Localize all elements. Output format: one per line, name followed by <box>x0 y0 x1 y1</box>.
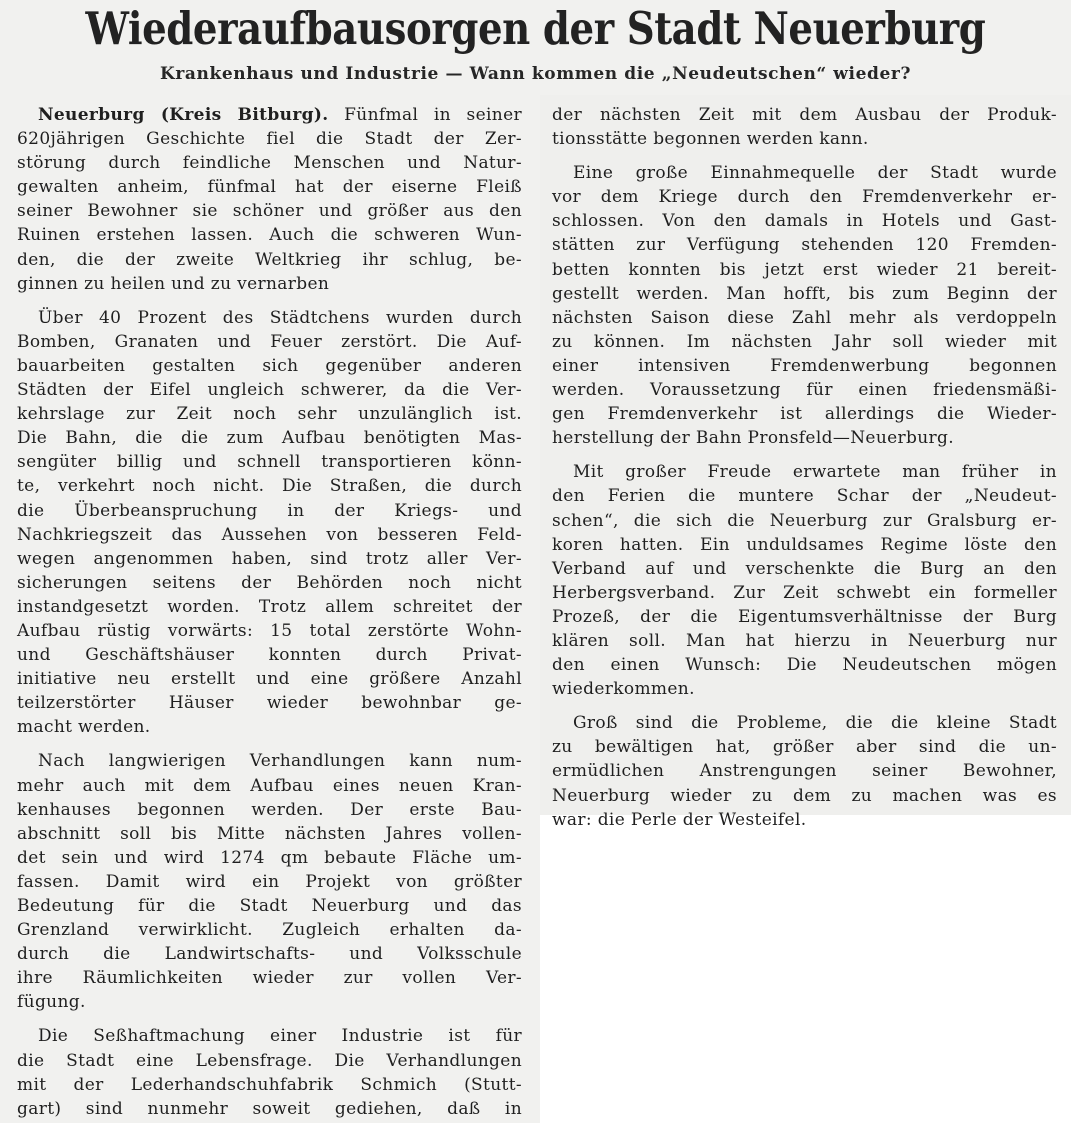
text-line: abschnitt soll bis Mitte nächsten Jahres vollen- <box>17 823 522 844</box>
text-line: Eine große Einnahmequelle der Stadt wurde <box>573 163 1057 184</box>
text-line: gen Fremdenverkehr ist allerdings die Wieder- <box>552 404 1057 425</box>
text-line: ginnen zu heilen und zu vernarben <box>17 273 330 294</box>
text-line: einer intensiven Fremdenwerbung begonnen <box>552 355 1057 376</box>
paragraph <box>552 711 1057 831</box>
paragraph <box>552 103 1057 151</box>
text-line: Herbergsverband. Zur Zeit schwebt ein formeller <box>552 582 1057 603</box>
text-line: kenhauses begonnen werden. Der erste Bau- <box>17 799 522 820</box>
text-line: kehrslage zur Zeit noch sehr unzulänglich ist. <box>17 404 522 425</box>
paragraph <box>552 161 1057 450</box>
text-line: die Überbeanspruchung in der Kriegs- und <box>17 500 522 521</box>
text-line: koren hatten. Ein unduldsames Regime löste den <box>552 534 1057 555</box>
text-line: wegen angenommen haben, sind trotz aller Ver- <box>17 548 522 569</box>
text-line: Ruinen erstehen lassen. Auch die schweren Wun- <box>17 225 522 246</box>
text-line: Nachkriegszeit das Aussehen von besseren Feld- <box>17 524 522 545</box>
text-line: den Ferien die muntere Schar der „Neudeut- <box>552 486 1057 507</box>
text-line: Die Bahn, die die zum Aufbau benötigten Mas- <box>17 428 522 449</box>
text-line: ermüdlichen Anstrengungen seiner Bewohner, <box>552 761 1057 782</box>
text-line: zu können. Im nächsten Jahr soll wieder mit <box>552 331 1057 352</box>
text-line: Mit großer Freude erwartete man früher in <box>573 462 1057 483</box>
text-line: mit der Lederhandschuhfabrik Schmich (Stutt- <box>17 1074 522 1095</box>
text-line: Aufbau rüstig vorwärts: 15 total zerstörte Wohn- <box>17 620 522 641</box>
left-column <box>17 103 522 1131</box>
text-line: macht werden. <box>17 717 151 738</box>
text-line: instandgesetzt worden. Trotz allem schreitet der <box>17 596 522 617</box>
text-line: Grenzland verwirklicht. Zugleich erhalten da- <box>17 920 522 941</box>
text-line: sicherungen seitens der Behörden noch nicht <box>17 572 522 593</box>
text-line: teilzerstörter Häuser wieder bewohnbar ge- <box>17 693 522 714</box>
text-line: betten konnten bis jetzt erst wieder 21 bereit- <box>552 259 1057 280</box>
headline: Wiederaufbausorgen der Stadt Neuerburg <box>85 2 986 55</box>
text-line: schen“, die sich die Neuerburg zur Gralsburg er- <box>552 510 1057 531</box>
text-line: ihre Räumlichkeiten wieder zur vollen Ver- <box>17 968 522 989</box>
text-line: Über 40 Prozent des Städtchens wurden durch <box>38 307 522 328</box>
text-line: sengüter billig und schnell transportieren könn- <box>17 452 522 473</box>
text-line: 620jährigen Geschichte fiel die Stadt der Zer- <box>17 129 522 150</box>
text-line: nächsten Saison diese Zahl mehr als verdoppeln <box>552 307 1057 328</box>
paragraph <box>17 749 522 1014</box>
text-line: war: die Perle der Westeifel. <box>552 809 807 830</box>
text-line: Städten der Eifel ungleich schwerer, da die Ver- <box>17 380 522 401</box>
text-line: der nächsten Zeit mit dem Ausbau der Produk- <box>552 105 1057 125</box>
dateline: Neuerburg (Kreis Bitburg). <box>38 105 329 125</box>
text-line: durch die Landwirtschafts- und Volksschule <box>17 944 522 965</box>
text-line: stätten zur Verfügung stehenden 120 Fremden- <box>552 235 1057 256</box>
text-line: Neuerburg wieder zu dem zu machen was es <box>552 785 1057 806</box>
paragraph <box>552 460 1057 701</box>
text-line: Bedeutung für die Stadt Neuerburg und das <box>17 896 522 916</box>
text-line: herstellung der Bahn Pronsfeld—Neuerburg. <box>552 428 955 449</box>
text-line: vor dem Kriege durch den Fremdenverkehr er- <box>552 187 1057 208</box>
text-line: Bomben, Granaten und Feuer zerstört. Die Auf- <box>17 331 522 352</box>
text-line: klären soll. Man hat hierzu in Neuerburg nur <box>552 630 1057 651</box>
text-line: Neuerburg (Kreis Bitburg). Fünfmal in seiner <box>38 105 522 125</box>
right-column <box>552 103 1057 842</box>
text-line: und Geschäftshäuser konnten durch Privat- <box>17 645 522 666</box>
text-line: Nach langwierigen Verhandlungen kann num- <box>38 751 522 772</box>
text-line: störung durch feindliche Menschen und Natur- <box>17 153 522 174</box>
text-line: den einen Wunsch: Die Neudeutschen mögen <box>552 655 1057 676</box>
text-line: gewalten anheim, fünfmal hat der eiserne Fleiß <box>17 177 522 198</box>
text-line: gart) sind nunmehr soweit gediehen, daß in <box>17 1098 522 1119</box>
text-line: mehr auch mit dem Aufbau eines neuen Kran- <box>17 775 522 796</box>
text-line: Die Seßhaftmachung einer Industrie ist für <box>38 1026 522 1047</box>
text-line: Prozeß, der die Eigentumsverhältnisse der Burg <box>552 606 1057 627</box>
paragraph <box>17 306 522 740</box>
subheadline: Krankenhaus und Industrie — Wann kommen die „Neudeutschen“ wieder? <box>159 64 912 84</box>
text-line: det sein und wird 1274 qm bebaute Fläche um- <box>17 847 522 868</box>
text-line: fassen. Damit wird ein Projekt von größter <box>17 871 522 892</box>
text-line: tionsstätte begonnen werden kann. <box>552 129 869 150</box>
text-line: gestellt werden. Man hofft, bis zum Beginn der <box>552 283 1057 304</box>
text-line: den, die der zweite Weltkrieg ihr schlug, be- <box>17 249 522 270</box>
text-line: wiederkommen. <box>552 679 695 700</box>
text-line: seiner Bewohner sie schöner und größer aus den <box>17 201 522 222</box>
text-line: bauarbeiten gestalten sich gegenüber anderen <box>17 355 522 376</box>
text-line: Groß sind die Probleme, die die kleine Stadt <box>573 713 1057 734</box>
text-line: initiative neu erstellt und eine größere Anzahl <box>17 669 522 690</box>
text-line: fügung. <box>17 992 86 1013</box>
text-line: te, verkehrt noch nicht. Die Straßen, die durch <box>17 476 522 497</box>
text-line: werden. Voraussetzung für einen friedensmäßi- <box>552 380 1057 401</box>
text-line: Verband auf und verschenkte die Burg an den <box>552 558 1057 579</box>
text-line: zu bewältigen hat, größer aber sind die un- <box>552 737 1057 758</box>
blank-paper-area <box>540 815 1071 1123</box>
text-line: die Stadt eine Lebensfrage. Die Verhandlungen <box>17 1050 522 1071</box>
paragraph <box>17 103 522 296</box>
text-line: schlossen. Von den damals in Hotels und Gast- <box>552 211 1057 232</box>
paragraph <box>17 1024 522 1120</box>
